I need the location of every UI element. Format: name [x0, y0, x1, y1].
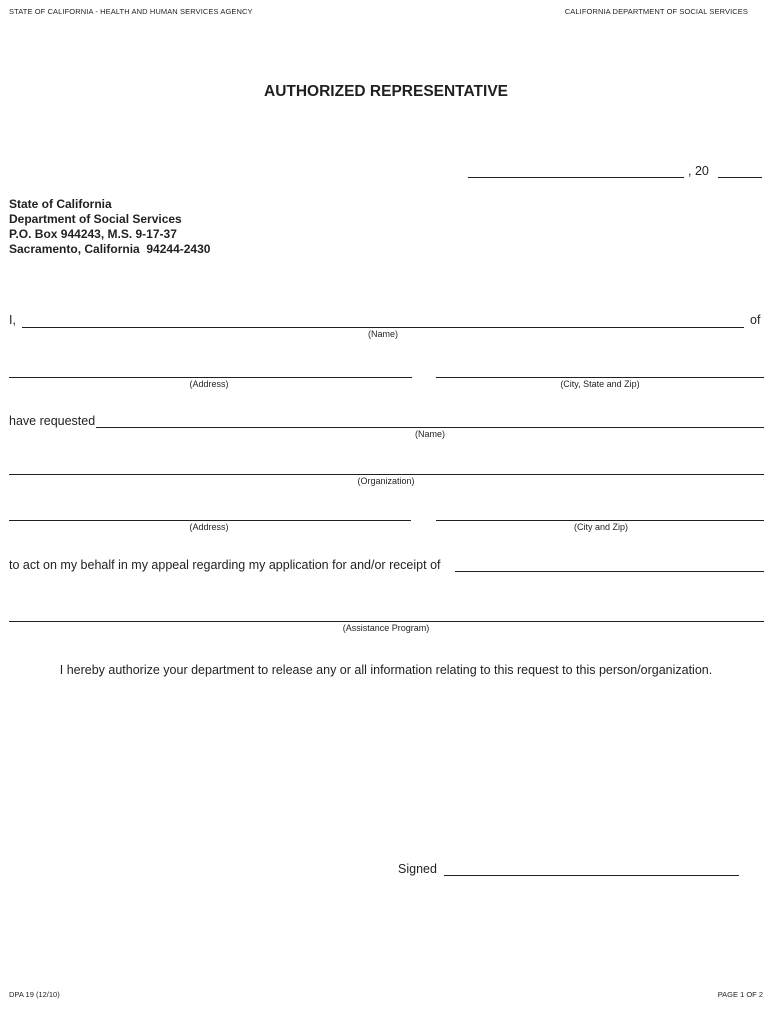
signature-line — [444, 875, 739, 876]
year-prefix: , 20 — [688, 164, 709, 178]
representative-name-caption: (Name) — [414, 429, 445, 439]
representative-name-field[interactable] — [96, 411, 764, 427]
organization-caption: (Organization) — [357, 476, 415, 486]
date-field[interactable] — [468, 161, 684, 177]
year-field[interactable] — [718, 161, 762, 177]
organization-field[interactable] — [9, 458, 764, 474]
organization-line — [9, 474, 764, 475]
representative-city-line — [436, 520, 764, 521]
recipient-address — [9, 197, 210, 257]
recipient-line-2: Department of Social Services — [9, 212, 182, 226]
representative-city-caption: (City and Zip) — [573, 522, 628, 532]
assistance-program-caption: (Assistance Program) — [342, 623, 430, 633]
authorization-statement: I hereby authorize your department to release any or all information relating to this request to this person/organization. — [59, 663, 713, 677]
claimant-suffix: of — [750, 313, 761, 327]
claimant-address-caption: (Address) — [189, 379, 229, 389]
claimant-name-caption: (Name) — [367, 329, 398, 339]
appeal-program-field[interactable] — [455, 555, 764, 571]
department-header: CALIFORNIA DEPARTMENT OF SOCIAL SERVICES — [564, 7, 748, 16]
signed-label: Signed — [398, 862, 437, 876]
recipient-line-1: State of California — [9, 197, 112, 211]
page-number: PAGE 1 OF 2 — [717, 990, 763, 999]
representative-address-field[interactable] — [9, 504, 411, 520]
assistance-program-line — [9, 621, 764, 622]
claimant-address-field[interactable] — [9, 361, 412, 377]
form-id: DPA 19 (12/10) — [9, 990, 60, 999]
appeal-text: to act on my behalf in my appeal regarding my application for and/or receipt of — [9, 558, 441, 572]
assistance-program-field[interactable] — [9, 605, 764, 621]
representative-prefix: have requested — [9, 414, 96, 428]
appeal-program-line — [455, 571, 764, 572]
date-line — [468, 177, 684, 178]
claimant-name-line — [22, 327, 744, 328]
recipient-line-4: Sacramento, California 94244-2430 — [9, 242, 211, 256]
claimant-name-field[interactable] — [22, 311, 744, 327]
claimant-city-line — [436, 377, 764, 378]
recipient-line-3: P.O. Box 944243, M.S. 9-17-37 — [9, 227, 177, 241]
claimant-city-field[interactable] — [436, 361, 764, 377]
form-title: AUTHORIZED REPRESENTATIVE — [264, 83, 508, 100]
claimant-address-line — [9, 377, 412, 378]
claimant-city-caption: (City, State and Zip) — [560, 379, 640, 389]
representative-city-field[interactable] — [436, 504, 764, 520]
signature-field[interactable] — [444, 859, 739, 875]
representative-address-line — [9, 520, 411, 521]
year-line — [718, 177, 762, 178]
claimant-prefix: I, — [9, 313, 16, 327]
agency-header: STATE OF CALIFORNIA - HEALTH AND HUMAN SERVICES AGENCY — [9, 7, 253, 16]
representative-address-caption: (Address) — [189, 522, 229, 532]
representative-name-line — [96, 427, 764, 428]
